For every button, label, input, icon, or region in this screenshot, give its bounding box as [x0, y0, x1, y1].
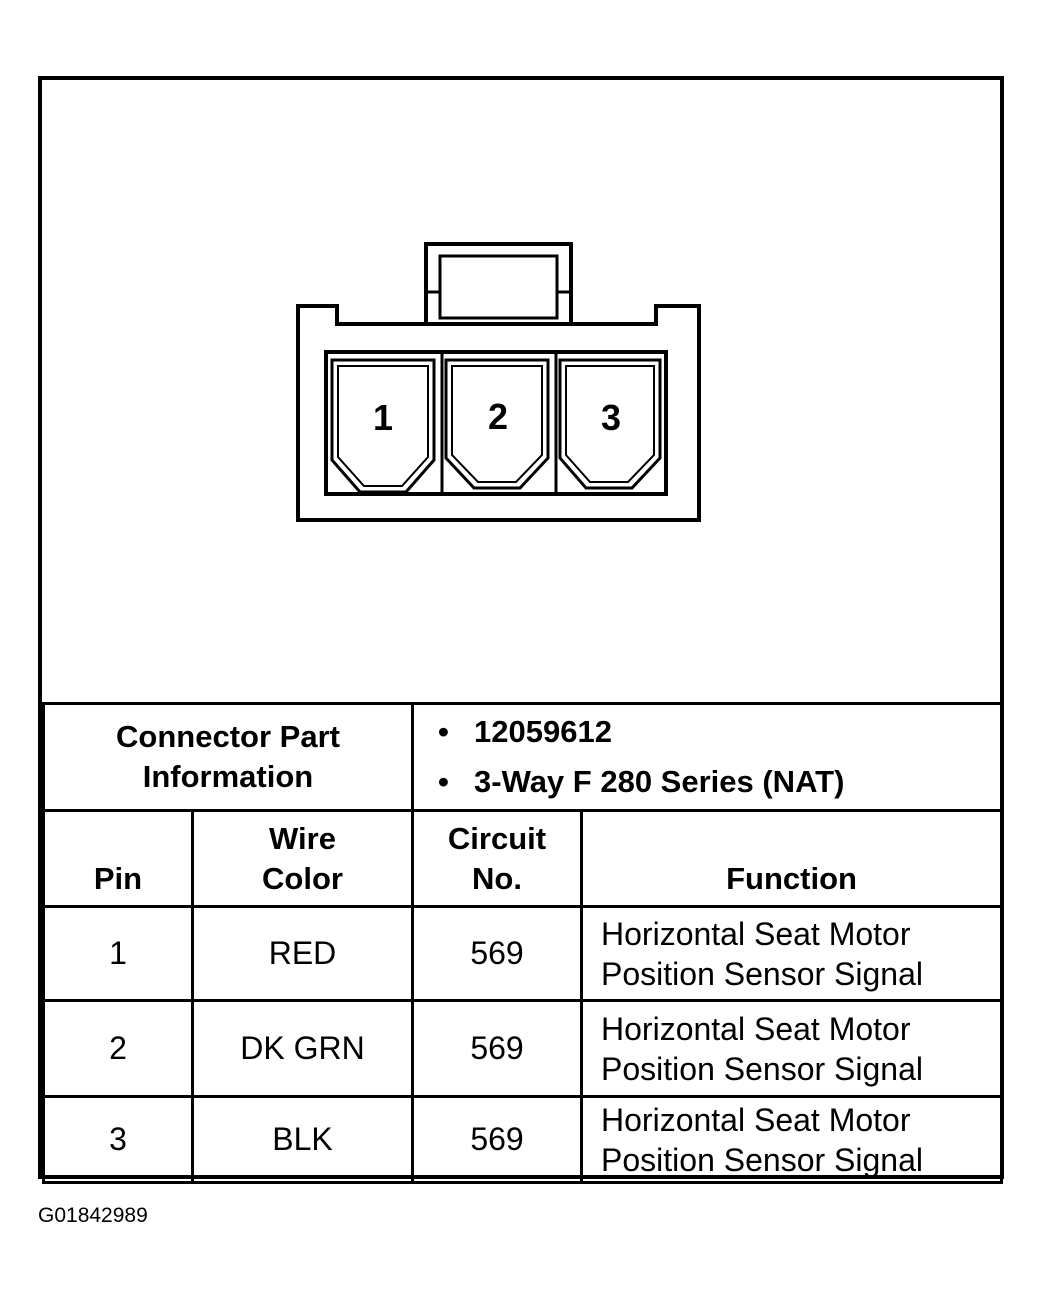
- function-cell: Horizontal Seat Motor Position Sensor Signal: [582, 1001, 1002, 1097]
- circuit-cell: 569: [413, 1001, 582, 1097]
- cavity-label-1: 1: [372, 397, 394, 438]
- connector-info-table: [42, 702, 1003, 1184]
- connector-series: • 3-Way F 280 Series (NAT): [438, 764, 845, 799]
- cavity-label-2: 2: [487, 396, 509, 437]
- part-info-row: [44, 704, 1002, 811]
- table-row: [44, 907, 1002, 1001]
- diagram-frame: [38, 76, 1004, 1179]
- wire-color-cell: RED: [193, 907, 413, 1001]
- part-info-label: Connector Part Information: [44, 704, 413, 811]
- pin-cell: 2: [44, 1001, 193, 1097]
- circuit-cell: 569: [413, 1097, 582, 1183]
- cavity-label-3: 3: [600, 397, 622, 438]
- header-wire-color: Wire Color: [193, 811, 413, 907]
- figure-id: G01842989: [38, 1204, 148, 1227]
- header-circuit-no: Circuit No.: [413, 811, 582, 907]
- wire-color-cell: BLK: [193, 1097, 413, 1183]
- table-header-row: [44, 811, 1002, 907]
- connector-drawing: [42, 80, 1000, 702]
- function-cell: Horizontal Seat Motor Position Sensor Signal: [582, 907, 1002, 1001]
- pin-cell: 3: [44, 1097, 193, 1183]
- circuit-cell: 569: [413, 907, 582, 1001]
- part-number: • 12059612: [438, 714, 612, 749]
- header-pin: Pin: [44, 811, 193, 907]
- table-row: [44, 1097, 1002, 1183]
- wire-color-cell: DK GRN: [193, 1001, 413, 1097]
- pin-cell: 1: [44, 907, 193, 1001]
- connector-latch-inner: [440, 256, 557, 318]
- function-cell: Horizontal Seat Motor Position Sensor Signal: [582, 1097, 1002, 1183]
- table-row: [44, 1001, 1002, 1097]
- header-function: Function: [582, 811, 1002, 907]
- part-info-values: [413, 704, 1002, 811]
- connector-diagram: [42, 80, 1000, 702]
